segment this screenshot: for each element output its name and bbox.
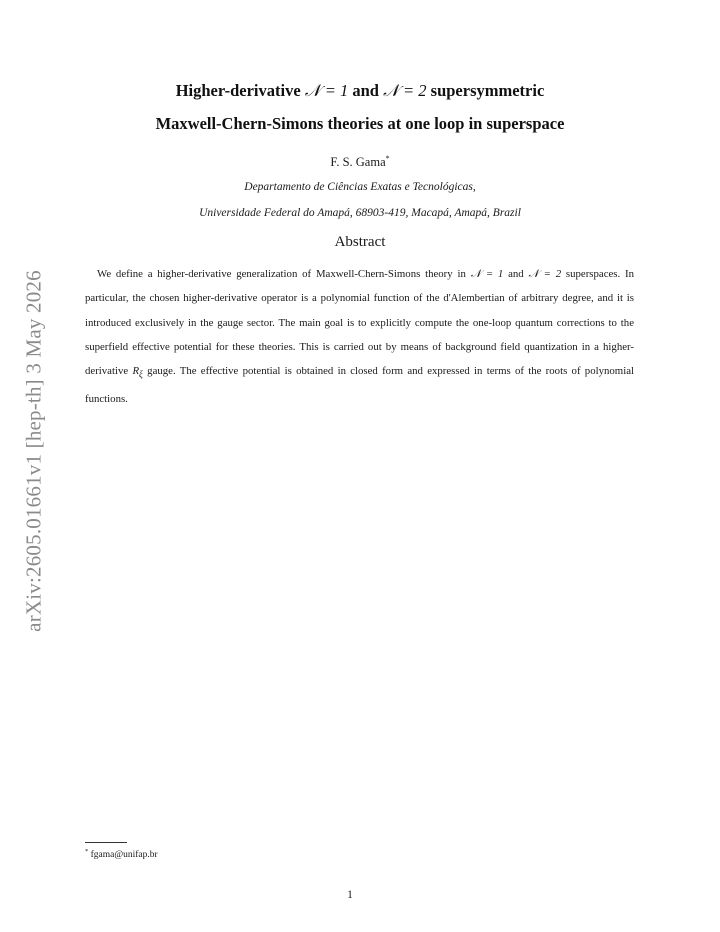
title-math-n2: 𝒩 = 2 bbox=[383, 81, 427, 100]
paper-title-line-1 bbox=[80, 81, 640, 101]
abstract-text-4: gauge. The effective potential is obtained in closed form and expressed in terms of the roots of polynomial functions. bbox=[85, 365, 634, 405]
abstract-text-3: superspaces. In particular, the chosen higher-derivative operator is a polynomial function of the d'Alembertian of arbitrary degree, and it is introduced exclusively in the gauge sector. The main goal is to explicitly compute the one-loop quantum corrections to the superfield effective potential for these theories. This is carried out by means of background field quantization in a higher-derivative bbox=[85, 268, 634, 378]
arxiv-identifier-stamp: arXiv:2605.01661v1 [hep-th] 3 May 2026 bbox=[21, 270, 46, 632]
abstract-text-2: and bbox=[503, 268, 529, 280]
footnote-rule bbox=[85, 842, 127, 843]
page-number: 1 bbox=[347, 889, 353, 901]
title-text-mid: and bbox=[348, 81, 384, 100]
author-name: F. S. Gama bbox=[330, 155, 386, 170]
title-text-post: supersymmetric bbox=[426, 81, 545, 100]
title-math-n1: 𝒩 = 1 bbox=[304, 81, 349, 100]
author-line bbox=[80, 154, 640, 170]
abstract-math-n1: 𝒩 = 1 bbox=[470, 268, 504, 280]
abstract-body bbox=[85, 262, 634, 411]
author-email-link[interactable]: fgama@unifap.br bbox=[90, 850, 158, 861]
gauge-symbol: R bbox=[132, 365, 140, 378]
author-footnote-marker: * bbox=[385, 154, 390, 163]
footnote-marker: * bbox=[85, 848, 89, 855]
abstract-math-n2: 𝒩 = 2 bbox=[528, 268, 562, 280]
title-text-pre: Higher-derivative bbox=[175, 81, 305, 100]
paper-title-line-2: Maxwell-Chern-Simons theories at one loop in superspace bbox=[155, 114, 565, 133]
abstract-heading: Abstract bbox=[334, 234, 386, 250]
affiliation-line-2: Universidade Federal do Amapá, 68903-419, Macapá, Amapá, Brazil bbox=[199, 207, 521, 219]
footnote bbox=[85, 848, 158, 860]
affiliation-line-1: Departamento de Ciências Exatas e Tecnológicas, bbox=[244, 181, 476, 193]
abstract-text-1: We define a higher-derivative generalization of Maxwell-Chern-Simons theory in bbox=[97, 268, 471, 280]
gauge-subscript: ξ bbox=[139, 369, 143, 380]
